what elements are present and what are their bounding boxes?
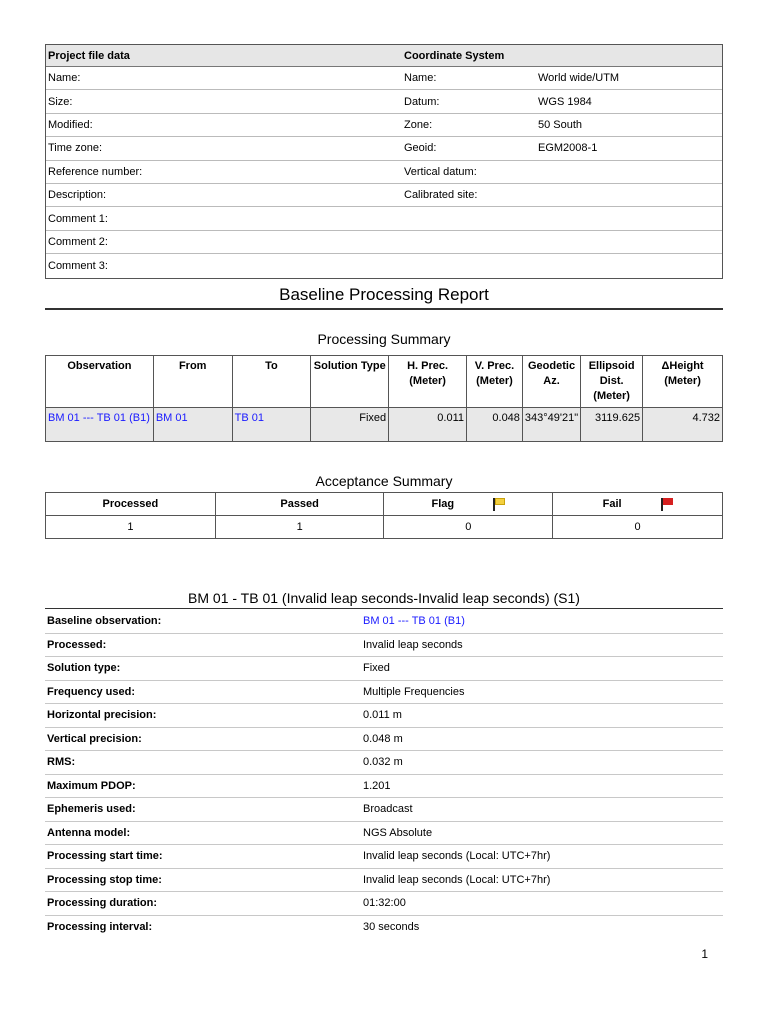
project-info-row <box>46 207 722 230</box>
detail-label: Solution type: <box>47 662 121 675</box>
detail-value: 0.048 m <box>363 732 403 745</box>
col-header-solution-type: Solution Type <box>311 356 389 408</box>
col-header-v-prec: V. Prec. (Meter) <box>467 356 523 408</box>
list-item <box>45 916 723 940</box>
col-header-geodetic-az: Geodetic Az. <box>522 356 580 408</box>
project-info-row <box>46 184 722 207</box>
list-item <box>45 634 723 658</box>
list-item <box>45 704 723 728</box>
coordinate-field-label: Name: <box>404 72 437 85</box>
detail-value: Invalid leap seconds (Local: UTC+7hr) <box>363 873 551 886</box>
red-flag-icon <box>661 498 673 510</box>
coordinate-field-label: Geoid: <box>404 142 437 155</box>
col-header-fail: Fail <box>553 493 723 516</box>
detail-label: RMS: <box>47 756 76 769</box>
project-field-label: Comment 3: <box>48 259 108 272</box>
project-info-row <box>46 90 722 113</box>
detail-value: 0.032 m <box>363 756 403 769</box>
detail-label: Vertical precision: <box>47 732 142 745</box>
h-prec-cell: 0.011 <box>389 408 467 442</box>
detail-value: Invalid leap seconds (Local: UTC+7hr) <box>363 850 551 863</box>
processed-count: 1 <box>46 516 216 539</box>
project-info-table <box>45 44 723 279</box>
coordinate-system-heading: Coordinate System <box>404 49 505 62</box>
project-info-row <box>46 114 722 137</box>
detail-value: Multiple Frequencies <box>363 685 465 698</box>
project-file-data-heading: Project file data <box>48 49 130 62</box>
list-item <box>45 610 723 634</box>
list-item <box>45 892 723 916</box>
detail-label: Antenna model: <box>47 826 131 839</box>
col-header-from: From <box>153 356 232 408</box>
detail-label: Processing start time: <box>47 850 163 863</box>
page-number: 1 <box>701 947 708 961</box>
project-info-row <box>46 137 722 160</box>
v-prec-cell: 0.048 <box>467 408 523 442</box>
project-field-label: Description: <box>48 189 107 202</box>
detail-value: 1.201 <box>363 779 391 792</box>
col-header-delta-height: ΔHeight (Meter) <box>643 356 723 408</box>
yellow-flag-icon <box>493 498 505 510</box>
project-field-label: Name: <box>48 72 81 85</box>
detail-label: Horizontal precision: <box>47 709 157 722</box>
fail-count: 0 <box>553 516 723 539</box>
col-header-h-prec: H. Prec. (Meter) <box>389 356 467 408</box>
detail-label: Baseline observation: <box>47 615 162 628</box>
detail-value: NGS Absolute <box>363 826 433 839</box>
report-title: Baseline Processing Report <box>279 285 489 304</box>
list-item <box>45 798 723 822</box>
detail-label: Processing interval: <box>47 921 153 934</box>
detail-value: 30 seconds <box>363 921 420 934</box>
project-info-row <box>46 254 722 277</box>
project-field-label: Reference number: <box>48 165 143 178</box>
col-header-to: To <box>232 356 311 408</box>
processing-summary-title: Processing Summary <box>317 331 451 347</box>
col-header-processed: Processed <box>46 493 216 516</box>
coordinate-field-label: Zone: <box>404 118 433 131</box>
col-header-passed: Passed <box>215 493 384 516</box>
project-info-row <box>46 231 722 254</box>
flag-count: 0 <box>384 516 553 539</box>
project-info-row <box>46 67 722 90</box>
delta-height-cell: 4.732 <box>643 408 723 442</box>
table-row <box>46 516 723 539</box>
col-header-observation: Observation <box>46 356 154 408</box>
from-link[interactable]: BM 01 <box>153 408 232 442</box>
acceptance-header-row <box>46 493 723 516</box>
baseline-section-divider <box>45 608 723 609</box>
project-field-label: Modified: <box>48 118 93 131</box>
list-item <box>45 657 723 681</box>
detail-value: Invalid leap seconds <box>363 638 463 651</box>
baseline-observation-link[interactable]: BM 01 --- TB 01 (B1) <box>363 615 465 628</box>
project-info-row <box>46 161 722 184</box>
list-item <box>45 775 723 799</box>
list-item <box>45 822 723 846</box>
coordinate-field-value: World wide/UTM <box>538 72 620 85</box>
list-item <box>45 869 723 893</box>
detail-label: Processing stop time: <box>47 873 162 886</box>
table-row <box>46 408 723 442</box>
coordinate-field-label: Calibrated site: <box>404 189 478 202</box>
acceptance-summary-table <box>45 492 723 539</box>
col-header-ellipsoid-dist: Ellipsoid Dist. (Meter) <box>581 356 643 408</box>
list-item <box>45 681 723 705</box>
processing-summary-header-row <box>46 356 723 408</box>
detail-label: Frequency used: <box>47 685 136 698</box>
solution-type-cell: Fixed <box>311 408 389 442</box>
detail-value: 01:32:00 <box>363 897 406 910</box>
detail-label: Processing duration: <box>47 897 158 910</box>
col-header-flag: Flag <box>384 493 553 516</box>
list-item <box>45 751 723 775</box>
coordinate-field-label: Datum: <box>404 95 440 108</box>
detail-value: Fixed <box>363 662 390 675</box>
coordinate-field-value: 50 South <box>538 118 583 131</box>
list-item <box>45 728 723 752</box>
detail-label: Maximum PDOP: <box>47 779 136 792</box>
to-link[interactable]: TB 01 <box>232 408 311 442</box>
project-field-label: Comment 2: <box>48 235 108 248</box>
observation-link[interactable]: BM 01 --- TB 01 (B1) <box>46 408 154 442</box>
baseline-details-list <box>45 610 723 939</box>
acceptance-summary-title: Acceptance Summary <box>315 473 453 489</box>
passed-count: 1 <box>215 516 384 539</box>
ellipsoid-dist-cell: 3119.625 <box>581 408 643 442</box>
detail-value: 0.011 m <box>363 709 402 722</box>
project-field-label: Time zone: <box>48 142 103 155</box>
detail-label: Processed: <box>47 638 107 651</box>
project-field-label: Size: <box>48 95 73 108</box>
title-divider-bottom <box>45 309 723 310</box>
geodetic-az-cell: 343°49'21" <box>522 408 580 442</box>
project-field-label: Comment 1: <box>48 212 108 225</box>
coordinate-field-value: EGM2008-1 <box>538 142 598 155</box>
detail-label: Ephemeris used: <box>47 803 136 816</box>
coordinate-field-label: Vertical datum: <box>404 165 477 178</box>
processing-summary-table <box>45 355 723 442</box>
project-info-header <box>46 45 722 67</box>
coordinate-field-value: WGS 1984 <box>538 95 592 108</box>
list-item <box>45 845 723 869</box>
baseline-section-title: BM 01 - TB 01 (Invalid leap seconds-Invalid leap seconds) (S1) <box>188 590 580 606</box>
detail-value: Broadcast <box>363 803 413 816</box>
